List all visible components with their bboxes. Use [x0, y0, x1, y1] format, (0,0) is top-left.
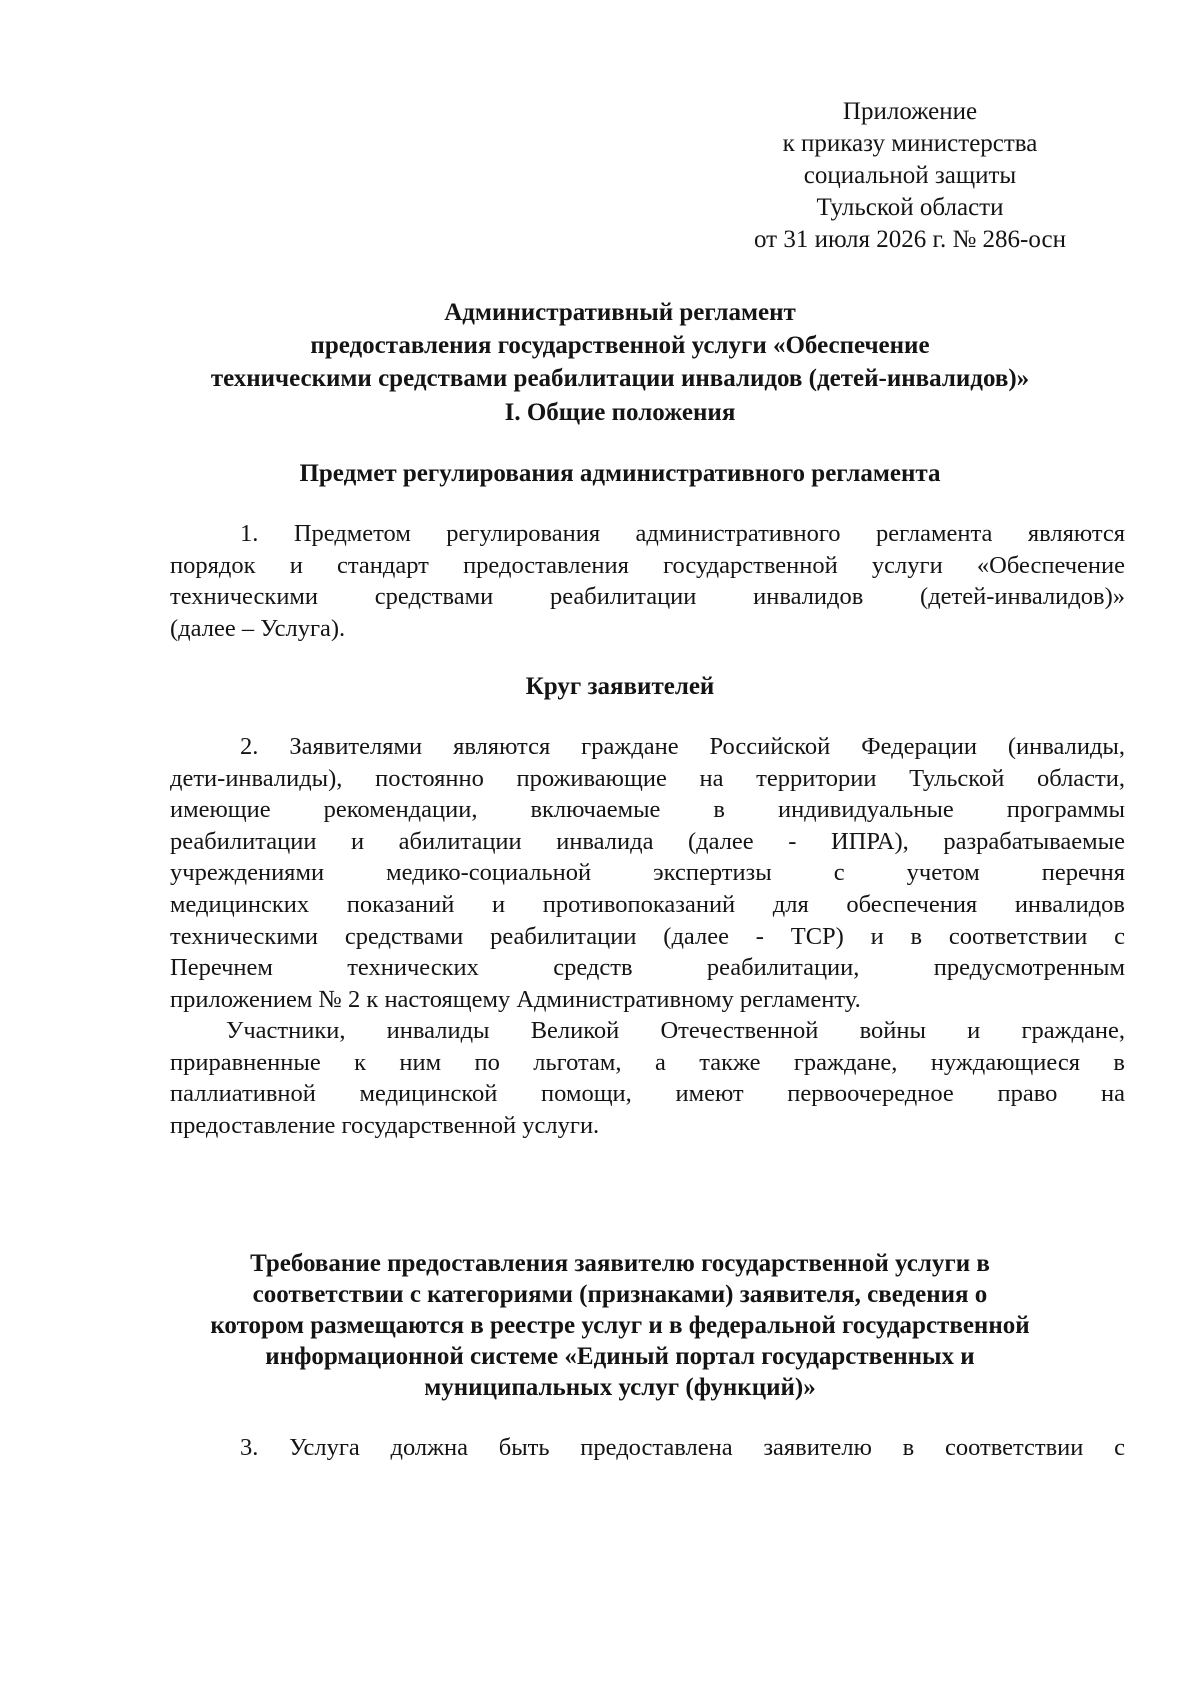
section-heading-general: I. Общие положения	[504, 399, 736, 426]
paragraph-line: предоставление государственной услуги.	[170, 1111, 600, 1139]
document-title	[120, 296, 1120, 395]
paragraph-line: реабилитации и абилитации инвалида (далее - ИПРА), разрабатываемые	[170, 827, 1125, 855]
paragraph-line: (далее – Услуга).	[170, 614, 346, 642]
requirement-heading	[120, 1248, 1120, 1403]
heading-line: котором размещаются в реестре услуг и в федеральной государственной	[210, 1312, 1030, 1339]
paragraph-line: учреждениями медико-социальной экспертизы с учетом перечня	[170, 859, 1125, 887]
subject-heading: Предмет регулирования административного регламента	[299, 460, 941, 487]
title-line: предоставления государственной услуги «Обеспечение	[310, 332, 930, 359]
annex-line: Приложение	[842, 98, 978, 125]
heading-line: информационной системе «Единый портал государственных и	[265, 1343, 975, 1370]
paragraph-line: приравненные к ним по льготам, а также граждане, нуждающиеся в	[170, 1048, 1125, 1076]
paragraph-line: техническими средствами реабилитации (далее - ТСР) и в соответствии с	[170, 922, 1125, 950]
paragraph-4	[170, 1432, 1125, 1464]
paragraph-line: паллиативной медицинской помощи, имеют первоочередное право на	[170, 1080, 1125, 1108]
title-line: Административный регламент	[444, 299, 796, 326]
annex-line: Тульской области	[816, 194, 1004, 221]
title-line: техническими средствами реабилитации инвалидов (детей-инвалидов)»	[210, 365, 1030, 392]
paragraph-line: имеющие рекомендации, включаемые в индивидуальные программы	[170, 796, 1125, 824]
paragraph-line: порядок и стандарт предоставления государственной услуги «Обеспечение	[170, 551, 1125, 579]
heading-line: соответствии с категориями (признаками) заявителя, сведения о	[252, 1281, 988, 1308]
paragraph-line: 1. Предметом регулирования административного регламента являются	[240, 520, 1125, 547]
annex-line: социальной защиты	[803, 162, 1017, 189]
heading-line: муниципальных услуг (функций)»	[424, 1374, 816, 1401]
paragraph-3	[170, 1015, 1125, 1141]
paragraph-line: приложением № 2 к настоящему Административному регламенту.	[170, 985, 861, 1013]
paragraph-1	[170, 518, 1125, 644]
paragraph-2	[170, 731, 1125, 1015]
annex-block	[690, 96, 1130, 256]
paragraph-line: медицинских показаний и противопоказаний для обеспечения инвалидов	[170, 890, 1125, 918]
paragraph-line: Перечнем технических средств реабилитации, предусмотренным	[170, 954, 1125, 982]
paragraph-line: Участники, инвалиды Великой Отечественной войны и граждане,	[226, 1017, 1125, 1044]
annex-line: от 31 июля 2026 г. № 286-осн	[754, 226, 1066, 253]
heading-line: Требование предоставления заявителю государственной услуги в	[250, 1250, 990, 1277]
paragraph-line: дети-инвалиды), постоянно проживающие на территории Тульской области,	[170, 764, 1125, 792]
paragraph-line: техническими средствами реабилитации инвалидов (детей-инвалидов)»	[170, 583, 1125, 611]
paragraph-line: 2. Заявителями являются граждане Российской Федерации (инвалиды,	[240, 733, 1125, 760]
annex-line: к приказу министерства	[782, 130, 1038, 157]
applicants-heading: Круг заявителей	[525, 673, 715, 700]
paragraph-line: 3. Услуга должна быть предоставлена заявителю в соответствии с	[240, 1434, 1125, 1461]
